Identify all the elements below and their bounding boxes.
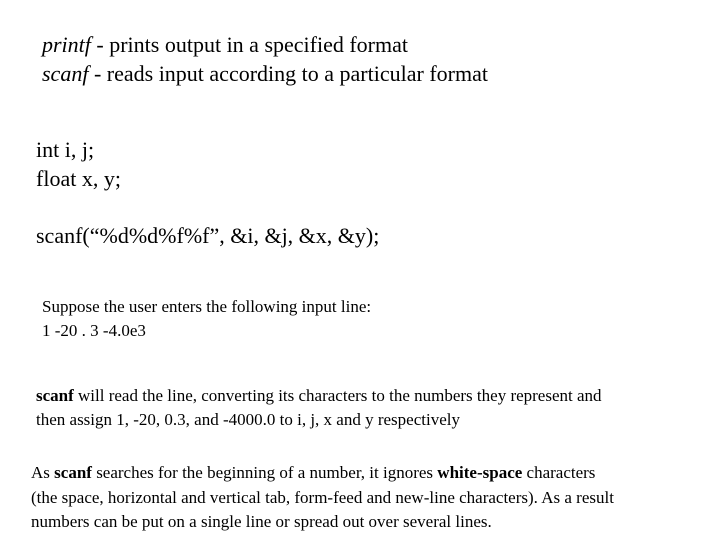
scanf-description-line: [42, 63, 488, 85]
float-declaration: float x, y;: [36, 166, 121, 191]
printf-description: - prints output in a specified format: [90, 32, 408, 57]
note-line-1-a: As: [31, 463, 55, 482]
note-line-3: numbers can be put on a single line or spread out over several lines.: [31, 512, 492, 531]
note-scanf-keyword: scanf: [54, 463, 92, 482]
explanation-line-1: [36, 387, 602, 404]
printf-keyword: printf: [42, 32, 91, 57]
note-line-1: [31, 464, 595, 481]
note-whitespace-keyword: white-space: [437, 463, 523, 482]
scanf-keyword-bold: scanf: [36, 386, 74, 405]
note-line-2: (the space, horizontal and vertical tab, form-feed and new-line characters). As a result: [31, 488, 614, 507]
example-input-line: 1 -20 . 3 -4.0e3: [42, 321, 146, 340]
scanf-description: - reads input according to a particular format: [88, 61, 488, 86]
explanation-line-1-text: will read the line, converting its characters to the numbers they represent and: [73, 386, 602, 405]
note-line-1-b: searches for the beginning of a number, it ignores: [91, 463, 438, 482]
example-prompt: Suppose the user enters the following input line:: [42, 297, 372, 316]
int-declaration: int i, j;: [36, 137, 95, 162]
explanation-line-2: then assign 1, -20, 0.3, and -4000.0 to i, j, x and y respectively: [36, 410, 460, 429]
printf-description-line: [42, 34, 408, 56]
note-line-1-c: characters: [522, 463, 596, 482]
scanf-keyword: scanf: [42, 61, 89, 86]
scanf-call-statement: scanf(“%d%d%f%f”, &i, &j, &x, &y);: [36, 223, 380, 248]
